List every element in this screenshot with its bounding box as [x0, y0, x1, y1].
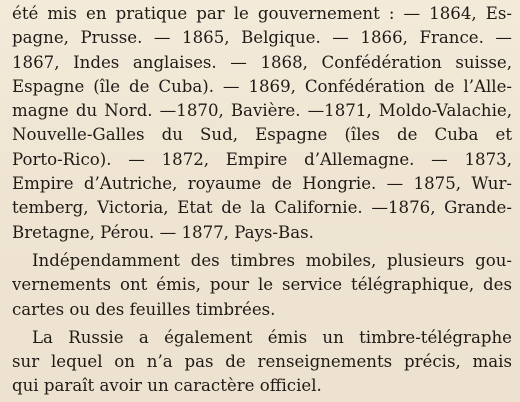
text-line: été mis en pratique par le gouvernement : — 1864, Es-: [12, 4, 512, 23]
text-line: Espagne (île de Cuba). — 1869, Confédération de l’Alle-: [12, 76, 512, 96]
text-line: vernements ont émis, pour le service télégraphique, des: [12, 275, 512, 295]
text-line: Porto-Rico). — 1872, Empire d’Allemagne. — 1873,: [12, 149, 512, 169]
paragraph-mobile-stamps: [12, 249, 512, 322]
text-line: pagne, Prusse. — 1865, Belgique. — 1866, France. —: [12, 28, 512, 48]
text-line: sur lequel on n’a pas de renseignements précis, mais: [12, 352, 512, 372]
text-line: cartes ou des feuilles timbrées.: [12, 299, 276, 319]
text-line: Nouvelle-Galles du Sud, Espagne (îles de Cuba et: [12, 125, 512, 145]
text-line: Indépendamment des timbres mobiles, plusieurs gou-: [32, 250, 512, 270]
text-line: 1867, Indes anglaises. — 1868, Confédération suisse,: [12, 52, 512, 72]
paragraph-russia: [12, 326, 512, 399]
text-line: Bretagne, Pérou. — 1877, Pays-Bas.: [12, 222, 314, 242]
text-line: temberg, Victoria, Etat de la Californie. —1876, Grande-: [12, 198, 512, 218]
text-line: Empire d’Autriche, royaume de Hongrie. — 1875, Wur-: [12, 174, 512, 194]
paragraph-telegraph-stamps-chronology: [12, 2, 512, 245]
text-line: magne du Nord. —1870, Bavière. —1871, Moldo-Valachie,: [12, 101, 512, 121]
text-line: qui paraît avoir un caractère officiel.: [12, 376, 322, 396]
text-line: La Russie a également émis un timbre-télégraphe: [32, 327, 512, 347]
